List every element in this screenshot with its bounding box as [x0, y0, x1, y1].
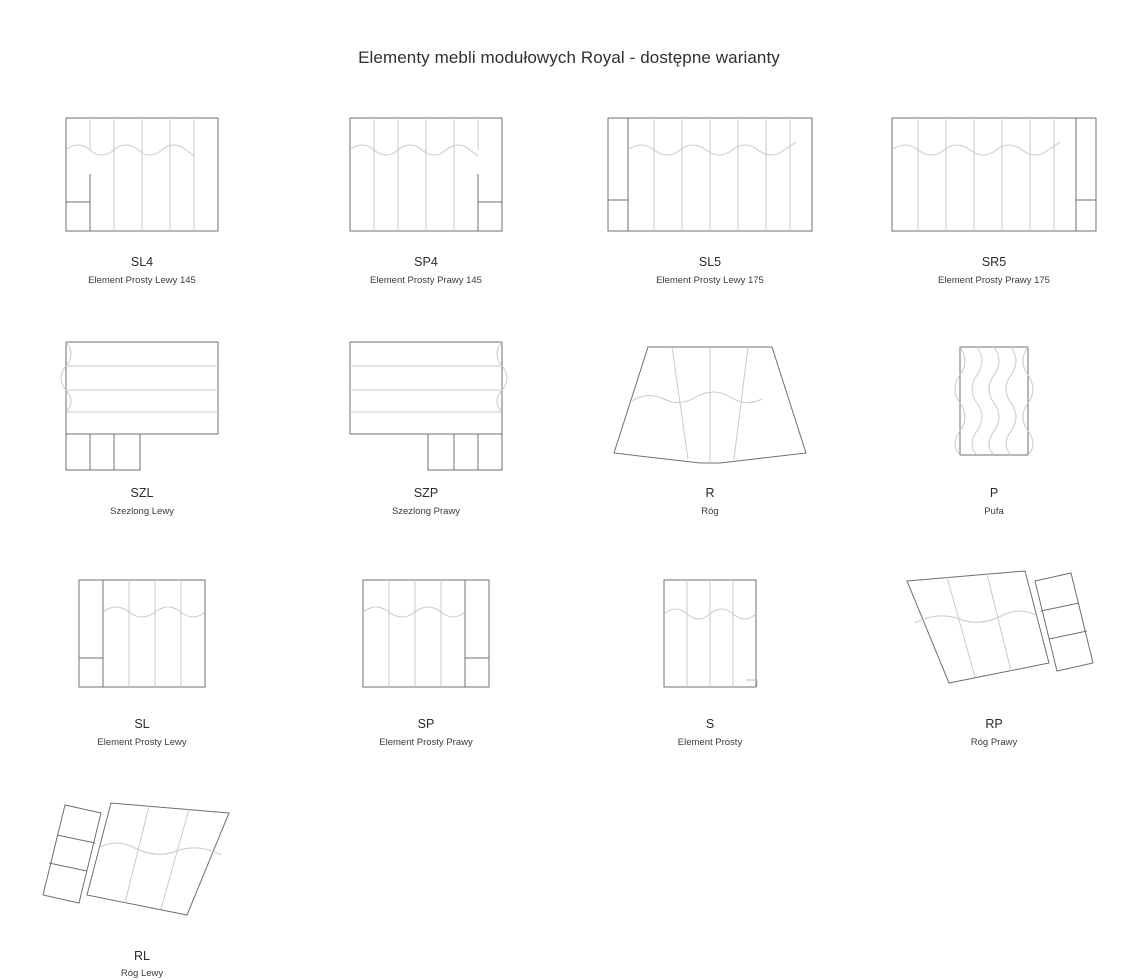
- module-desc: Szezlong Prawy: [391, 505, 461, 517]
- module-drawing-szp: [284, 331, 568, 481]
- module-row: [0, 100, 1138, 286]
- module-code: SL4: [130, 255, 154, 269]
- module-row: [0, 794, 1138, 980]
- module-item-sp4: [284, 100, 568, 286]
- module-row: [0, 562, 1138, 748]
- module-item-szp: [284, 331, 568, 517]
- module-code: SR5: [981, 255, 1007, 269]
- module-item-s: [568, 562, 852, 748]
- module-drawing-s: [568, 562, 852, 712]
- module-code: SZP: [413, 486, 439, 501]
- module-code: P: [989, 486, 999, 501]
- module-code: SZL: [130, 486, 154, 501]
- module-drawing-sl5: [568, 100, 852, 250]
- module-item-empty-3: [852, 794, 1136, 980]
- module-drawing-rl: [0, 794, 284, 944]
- module-drawing-p: [852, 331, 1136, 481]
- module-desc: Element Prosty Prawy 145: [370, 274, 482, 286]
- module-grid: [0, 100, 1138, 980]
- module-desc: Element Prosty Lewy 175: [656, 274, 764, 286]
- module-drawing-sl: [0, 562, 284, 712]
- module-item-sl5: [568, 100, 852, 286]
- module-drawing-sp4: [284, 100, 568, 250]
- module-code: RP: [985, 717, 1003, 732]
- module-code: RL: [134, 948, 150, 963]
- module-desc: Róg Lewy: [120, 968, 164, 980]
- module-code: SL5: [698, 255, 722, 269]
- row-spacer: [0, 749, 1138, 794]
- module-desc: Element Prosty Lewy: [97, 737, 187, 749]
- stray-mark: [745, 676, 759, 686]
- module-item-sl4: [0, 100, 284, 286]
- module-code: SP4: [414, 255, 438, 269]
- module-code: S: [705, 717, 715, 732]
- module-item-sl: [0, 562, 284, 748]
- module-desc: Szezlong Lewy: [110, 505, 174, 517]
- module-drawing-sp: [284, 562, 568, 712]
- module-desc: Element Prosty Prawy: [379, 737, 473, 749]
- module-drawing-r: [568, 331, 852, 481]
- module-item-sp: [284, 562, 568, 748]
- module-code: SL: [134, 717, 150, 732]
- row-spacer: [0, 286, 1138, 331]
- module-item-sr5: [852, 100, 1136, 286]
- module-drawing-sl4: [0, 100, 284, 250]
- module-code: R: [705, 486, 715, 501]
- module-desc: Róg Prawy: [970, 737, 1018, 749]
- module-desc: Element Prosty Prawy 175: [938, 274, 1050, 286]
- module-item-r: [568, 331, 852, 517]
- module-drawing-sr5: [852, 100, 1136, 250]
- row-spacer: [0, 517, 1138, 562]
- module-item-empty-1: [284, 794, 568, 980]
- module-item-szl: [0, 331, 284, 517]
- module-code: SP: [417, 717, 435, 732]
- module-item-rl: [0, 794, 284, 980]
- module-desc: Róg: [701, 505, 719, 517]
- module-desc: Element Prosty Lewy 145: [88, 274, 196, 286]
- module-drawing-szl: [0, 331, 284, 481]
- page-title: Elementy mebli modułowych Royal - dostępne warianty: [358, 48, 780, 67]
- module-item-rp: [852, 562, 1136, 748]
- module-drawing-rp: [852, 562, 1136, 712]
- module-desc: Pufa: [984, 505, 1004, 517]
- module-item-empty-2: [568, 794, 852, 980]
- module-row: [0, 331, 1138, 517]
- module-item-p: [852, 331, 1136, 517]
- module-desc: Element Prosty: [677, 737, 743, 749]
